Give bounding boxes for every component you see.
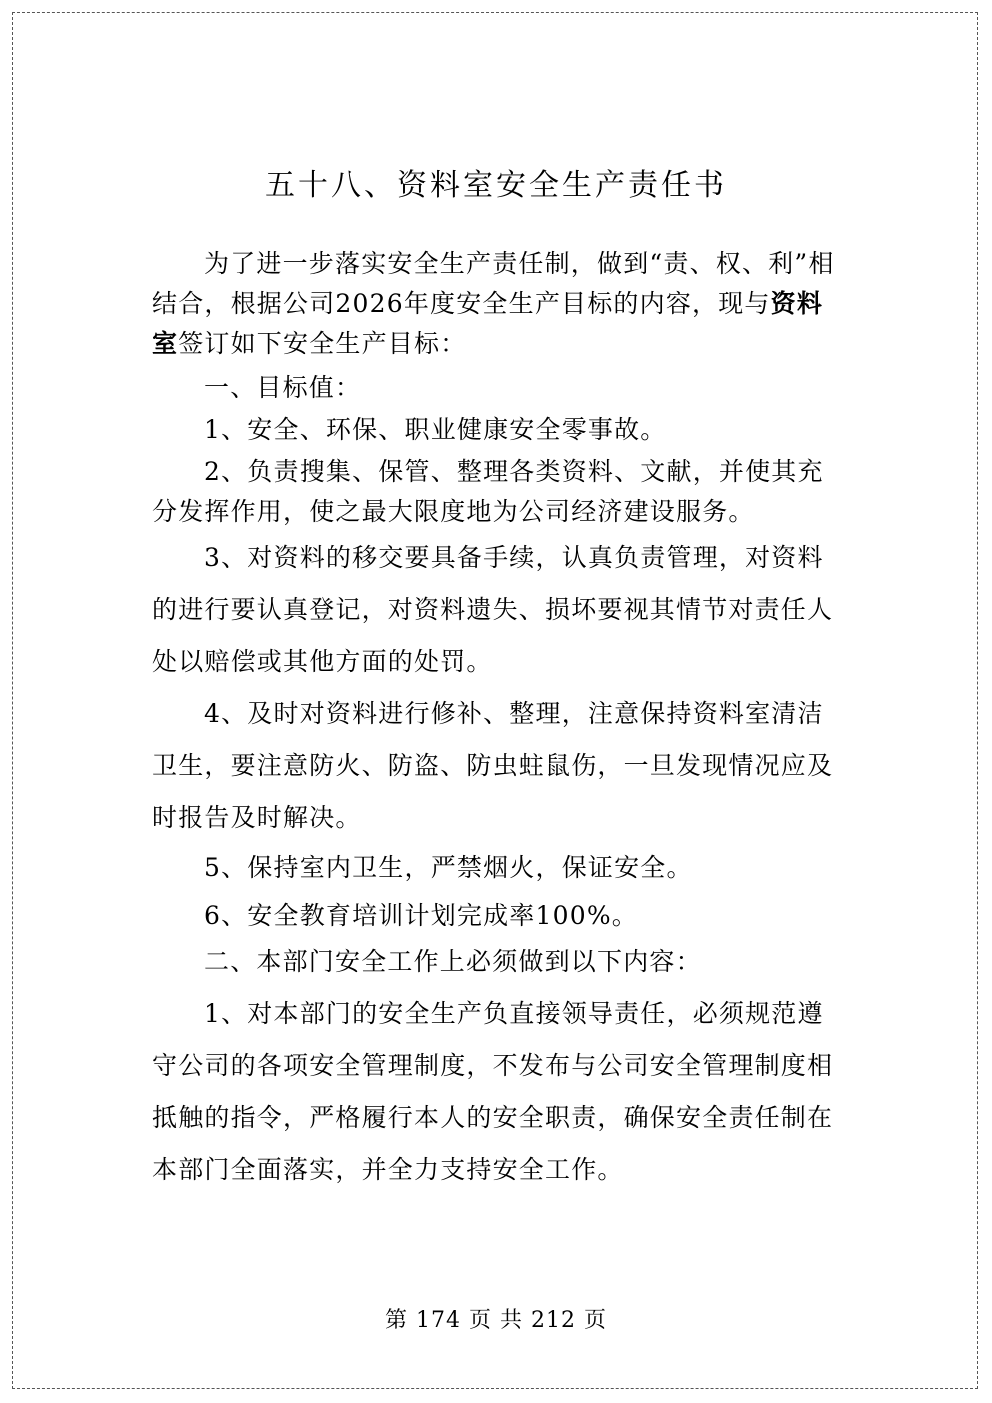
target-item-3: 3、对资料的移交要具备手续，认真负责管理，对资料的进行要认真登记，对资料遗失、损坏要视其情节对责任人处以赔偿或其他方面的处罚。 [152,543,834,676]
target-item-5: 5、保持室内卫生，严禁烟火，保证安全。 [204,853,693,882]
page-footer: 第 174 页 共 212 页 [385,1308,607,1333]
section2-item-1: 1、对本部门的安全生产负直接领导责任，必须规范遵守公司的各项安全管理制度，不发布与公司安全管理制度相抵触的指令，严格履行本人的安全职责，确保安全责任制在本部门全面落实，并全力支持安全工作。 [152,999,834,1184]
intro-paragraph [152,244,842,364]
intro-department: 资料室 [152,289,824,358]
section1-heading: 一、目标值： [204,373,362,402]
document-title: 五十八、资料室安全生产责任书 [265,168,727,203]
target-item-6: 6、安全教育培训计划完成率100%。 [204,901,638,930]
target-item-1: 1、安全、环保、职业健康安全零事故。 [204,415,667,444]
section2-heading: 二、本部门安全工作上必须做到以下内容： [204,947,702,976]
intro-text-2: 签订如下安全生产目标： [178,329,467,358]
intro-text-1: 为了进一步落实安全生产责任制，做到“责、权、利”相结合，根据公司2026年度安全生产目标的内容，现与 [152,249,835,318]
target-item-2: 2、负责搜集、保管、整理各类资料、文献，并使其充分发挥作用，使之最大限度地为公司经济建设服务。 [152,457,824,526]
target-item-4: 4、及时对资料进行修补、整理，注意保持资料室清洁卫生，要注意防火、防盗、防虫蛀鼠伤，一旦发现情况应及时报告及时解决。 [152,699,834,832]
